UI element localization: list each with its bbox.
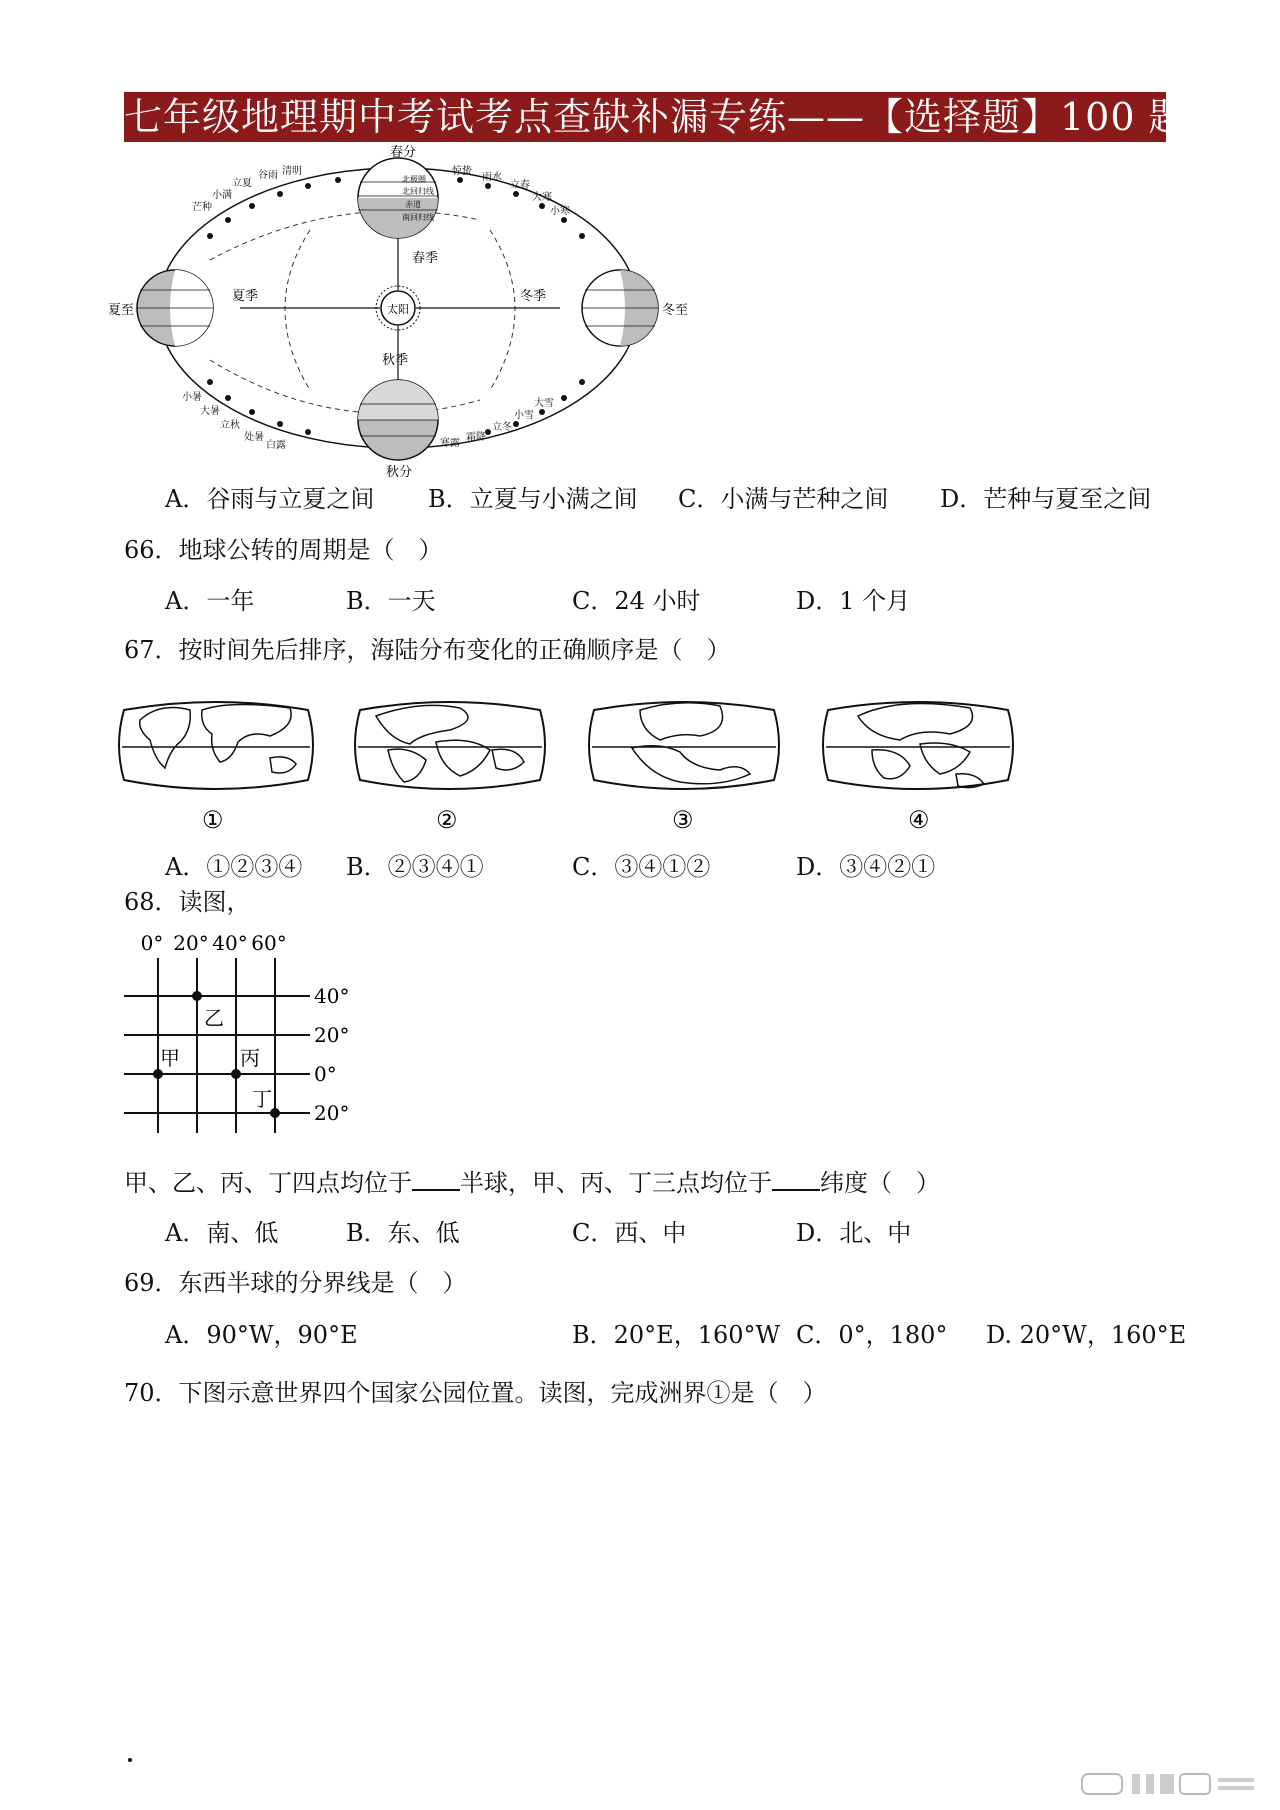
spring-label: 春季: [412, 251, 439, 266]
q68-blank-2[interactable]: [772, 1169, 820, 1191]
lat-label-0: 0°: [314, 1062, 337, 1086]
page-dot: [128, 1758, 132, 1762]
autumn-equinox-label: 秋分: [386, 465, 413, 480]
svg-text:大雪: 大雪: [534, 398, 554, 409]
lat-lon-grid: [120, 928, 380, 1140]
q69-option-a[interactable]: A．90°W，90°E: [165, 1321, 358, 1349]
globe-summer-solstice: [137, 270, 213, 346]
q67-option-a[interactable]: A．①②③④: [165, 853, 303, 881]
lon-label-60: 60°: [251, 931, 287, 955]
lon-label-0: 0°: [140, 931, 164, 955]
svg-text:北回归线: 北回归线: [402, 187, 434, 196]
autumn-label: 秋季: [382, 353, 409, 368]
svg-text:小暑: 小暑: [182, 392, 202, 403]
point-ding-label: 丁: [252, 1087, 272, 1111]
map-label-4: ④: [908, 806, 930, 834]
q66-option-a[interactable]: A．一年: [165, 587, 255, 615]
map-label-3: ③: [672, 806, 694, 834]
svg-text:小雪: 小雪: [514, 410, 534, 421]
q69-option-b[interactable]: B．20°E，160°W: [572, 1321, 781, 1349]
earth-orbit-diagram: [108, 145, 689, 480]
svg-text:芒种: 芒种: [192, 202, 212, 213]
point-bing: [231, 1069, 241, 1079]
q68-option-a[interactable]: A．南、低: [165, 1219, 279, 1247]
q65-option-b[interactable]: B．立夏与小满之间: [428, 485, 638, 513]
continent-map-3: [589, 702, 779, 789]
globe-spring-equinox: [358, 158, 438, 238]
svg-text:谷雨: 谷雨: [258, 170, 278, 181]
svg-text:小寒: 小寒: [550, 206, 570, 217]
map-label-1: ①: [202, 806, 224, 834]
continent-map-2: [355, 702, 545, 789]
summer-label: 夏季: [232, 289, 259, 304]
q69-option-c[interactable]: C．0°，180°: [796, 1321, 948, 1349]
continent-maps: [120, 690, 1040, 840]
svg-text:大暑: 大暑: [200, 406, 220, 417]
q65-option-a[interactable]: A．谷雨与立夏之间: [165, 485, 375, 513]
point-jia-label: 甲: [160, 1046, 180, 1070]
svg-text:清明: 清明: [282, 166, 302, 177]
map-label-2: ②: [436, 806, 458, 834]
q67-option-d[interactable]: D．③④②①: [796, 853, 936, 881]
page-title-banner: 七年级地理期中考试考点查缺补漏专练——【选择题】100 题: [124, 92, 1166, 142]
watermark-icon: [1080, 1770, 1260, 1798]
svg-text:雨水: 雨水: [482, 172, 502, 183]
svg-text:立春: 立春: [510, 180, 530, 191]
svg-text:大寒: 大寒: [532, 192, 552, 203]
q68-option-d[interactable]: D．北、中: [796, 1219, 912, 1247]
q68-option-b[interactable]: B．东、低: [346, 1219, 460, 1247]
svg-text:惊蛰: 惊蛰: [452, 166, 472, 177]
q65-option-d[interactable]: D．芒种与夏至之间: [940, 485, 1152, 513]
svg-text:立秋: 立秋: [220, 420, 240, 431]
point-bing-label: 丙: [240, 1046, 260, 1070]
q68-stem: 68．读图，: [124, 888, 251, 916]
svg-text:小满: 小满: [212, 190, 232, 201]
svg-text:霜降: 霜降: [466, 432, 486, 443]
q69-stem: 69．东西半球的分界线是（ ）: [124, 1269, 467, 1297]
svg-text:北极圈: 北极圈: [402, 175, 426, 184]
lon-label-40: 40°: [212, 931, 248, 955]
svg-text:处暑: 处暑: [244, 432, 264, 443]
q67-option-c[interactable]: C．③④①②: [572, 853, 711, 881]
lon-label-20: 20°: [173, 931, 209, 955]
point-jia: [153, 1069, 163, 1079]
q69-option-d[interactable]: D. 20°W，160°E: [986, 1321, 1187, 1349]
q68-text-a: 甲、乙、丙、丁四点均位于: [124, 1169, 412, 1197]
q68-question: [124, 1168, 940, 1198]
q66-stem: 66．地球公转的周期是（ ）: [124, 536, 443, 564]
svg-text:立夏: 立夏: [232, 178, 252, 189]
svg-text:赤道: 赤道: [405, 200, 421, 209]
globe-winter-solstice: [582, 270, 658, 346]
q68-blank-1[interactable]: [412, 1169, 460, 1191]
winter-solstice-label: 冬至: [662, 303, 689, 318]
lat-label-20: 20°: [314, 1023, 350, 1047]
winter-label: 冬季: [520, 289, 547, 304]
continent-map-4: [823, 702, 1013, 789]
q70-stem: 70．下图示意世界四个国家公园位置。读图，完成洲界①是（ ）: [124, 1379, 827, 1407]
sun-label: 太阳: [387, 303, 409, 316]
q67-stem: 67．按时间先后排序，海陆分布变化的正确顺序是（ ）: [124, 636, 731, 664]
q68-text-c: 纬度（ ）: [820, 1169, 940, 1197]
q66-option-d[interactable]: D．1 个月: [796, 587, 911, 615]
lat-label-20s: 20°: [314, 1101, 350, 1125]
svg-text:寒露: 寒露: [440, 438, 460, 449]
summer-solstice-label: 夏至: [108, 303, 135, 318]
continent-map-1: [119, 702, 313, 789]
lat-label-40: 40°: [314, 984, 350, 1008]
point-yi: [192, 991, 202, 1001]
q67-option-b[interactable]: B．②③④①: [346, 853, 484, 881]
q65-option-c[interactable]: C．小满与芒种之间: [678, 485, 889, 513]
svg-text:南回归线: 南回归线: [402, 213, 434, 222]
svg-text:立冬: 立冬: [492, 422, 512, 433]
q66-option-c[interactable]: C．24 小时: [572, 587, 701, 615]
globe-autumn-equinox: [358, 380, 438, 460]
spring-equinox-label: 春分: [390, 145, 417, 160]
q68-text-b: 半球，甲、丙、丁三点均位于: [460, 1169, 772, 1197]
svg-text:白露: 白露: [266, 440, 286, 451]
q68-option-c[interactable]: C．西、中: [572, 1219, 687, 1247]
q66-option-b[interactable]: B．一天: [346, 587, 436, 615]
point-yi-label: 乙: [204, 1006, 224, 1030]
